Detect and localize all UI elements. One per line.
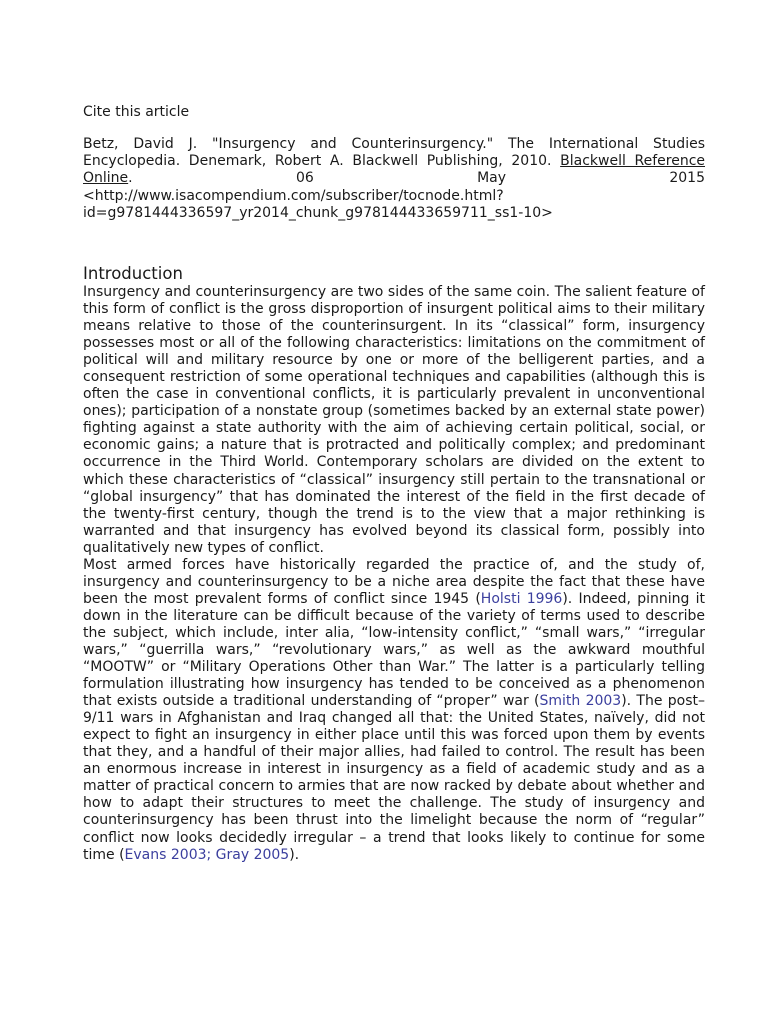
intro-paragraph-1: Insurgency and counterinsurgency are two sides of the same coin. The salient feature of this form of conflict is the gross disproportion of insurgent political aims to their military means relative to those of the counterinsurgent. In its “classical” form, insurgency possesses most or all of the following characteristics: limitations on the commitment of political will and military resource by one or more of the belligerent parties, and a consequent restriction of some operational techniques and capabilities (although this is often the case in conventional conflicts, it is particularly prevalent in unconventional ones); participation of a nonstate group (sometimes backed by an external state power) fighting against a state authority with the aim of achieving certain political, social, or economic gains; a nature that is protracted and politically complex; and predominant occurrence in the Third World. Contemporary scholars are divided on the extent to which these characteristics of “classical” insurgency still pertain to the transnational or “global insurgency” that has dominated the interest of the field in the first decade of the twenty-first century, though the trend is to the view that a major rethinking is warranted and that insurgency has evolved beyond its classical form, possibly into qualitatively new types of conflict. <box>83 284 705 556</box>
para2-text-a: Most armed forces have historically regarded the practice of, and the study of, insurgency and counterinsurgency to be a niche area despite the fact that these have been the most prevalent forms of conflict since 1945 ( <box>83 556 705 607</box>
ref-holsti-link[interactable]: Holsti 1996 <box>480 590 563 607</box>
citation-url-line2: id=g9781444336597_yr2014_chunk_g978144433659711_ss1-10> <box>83 204 553 221</box>
introduction-heading: Introduction <box>83 264 183 284</box>
document-page <box>83 102 705 864</box>
citation-text: Betz, David J. "Insurgency and Counterinsurgency." The International Studies Encyclopedia. Denemark, Robert A. Blackwell Publishing, 2010. <box>83 136 705 170</box>
citation-block <box>83 136 705 222</box>
cite-heading: Cite this article <box>83 104 190 120</box>
intro-paragraph-2 <box>83 557 705 864</box>
blackwell-reference-link[interactable]: Blackwell Reference Online <box>83 153 706 187</box>
citation-url-line1: <http://www.isacompendium.com/subscriber/tocnode.html? <box>83 187 504 204</box>
ref-evans-gray-link[interactable]: Evans 2003; Gray 2005 <box>124 846 290 863</box>
para2-text-d: ). <box>289 846 300 863</box>
ref-smith-link[interactable]: Smith 2003 <box>539 693 622 710</box>
para2-text-c: ). The post–9/11 wars in Afghanistan and Iraq changed all that: the United States, naïvely, did not expect to fight an insurgency in either place until this was forced upon them by events that they, and a handful of their major allies, had failed to control. The result has been an enormous increase in interest in insurgency as a field of academic study and as a matter of practical concern to armies that are now racked by debate about whether and how to adapt their structures to meet the challenge. The study of insurgency and counterinsurgency has been thrust into the limelight because the norm of “regular” conflict now looks decidedly irregular – a trend that looks likely to continue for some time ( <box>83 693 705 863</box>
citation-date: . 06 May 2015 <box>128 170 705 187</box>
para2-text-b: ). Indeed, pinning it down in the literature can be difficult because of the variety of terms used to describe the subject, which include, inter alia, “low-intensity conflict,” “small wars,” “irregular wars,” “guerrilla wars,” “revolutionary wars,” as well as the awkward mouthful “MOOTW” or “Military Operations Other than War.” The latter is a particularly telling formulation illustrating how insurgency has tended to be conceived as a phenomenon that exists outside a traditional understanding of “proper” war ( <box>83 590 706 710</box>
